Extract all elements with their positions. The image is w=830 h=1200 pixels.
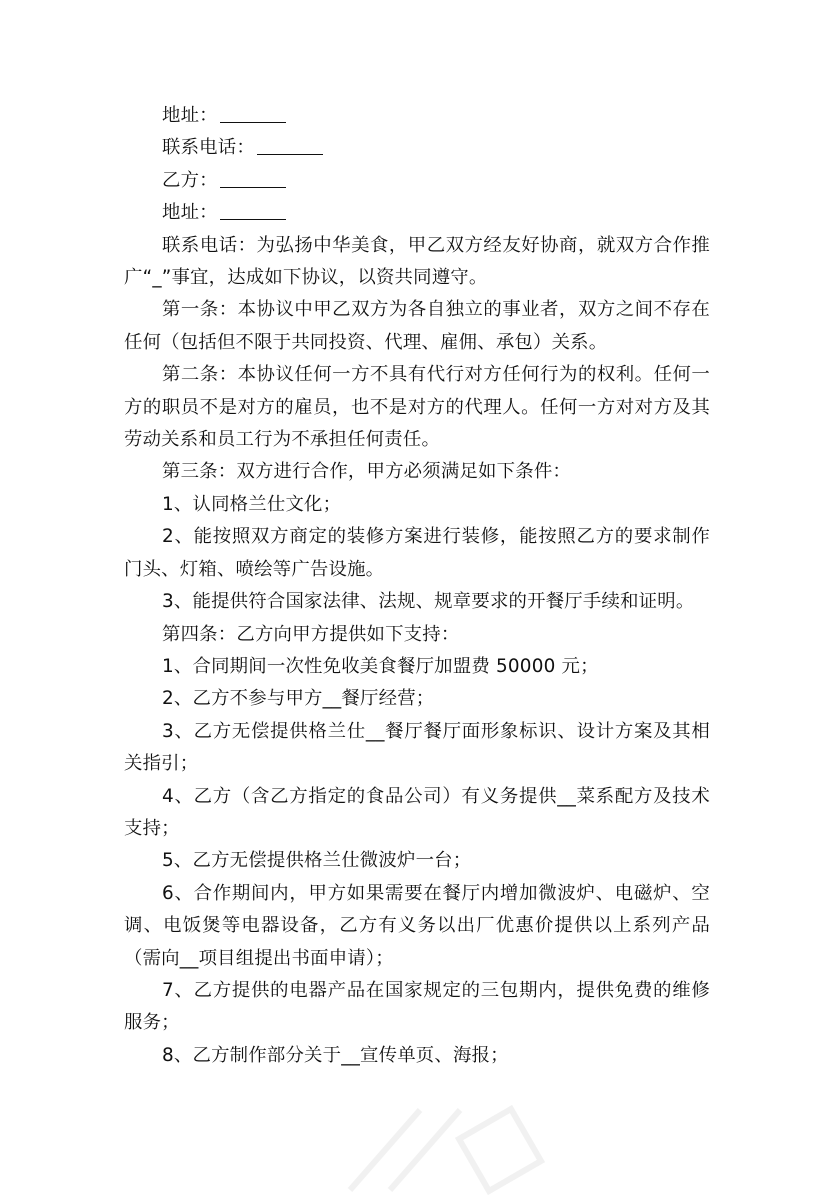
article-4-item-2: 2、乙方不参与甲方__餐厅经营； — [162, 688, 435, 710]
field-label: 地址： — [162, 202, 218, 224]
party-b-field — [124, 165, 710, 197]
article-4-heading: 第四条：乙方向甲方提供如下支持： — [162, 623, 460, 645]
field-label: 联系电话： — [162, 137, 255, 159]
party-a-phone-field — [124, 132, 710, 164]
blank-line — [220, 199, 286, 220]
article-2: 第二条：本协议任何一方不具有代行对方任何行为的权利。任何一方的职员不是对方的雇员，也不是对方的代理人。任何一方对对方及其劳动关系和员工行为不承担任何责任。 — [124, 364, 710, 451]
article-4-item-1: 1、合同期间一次性免收美食餐厅加盟费 50000 元； — [162, 655, 599, 677]
article-3-heading: 第三条：双方进行合作，甲方必须满足如下条件： — [162, 461, 571, 483]
article-3-item-2: 2、能按照双方商定的装修方案进行装修，能按照乙方的要求制作门头、灯箱、喷绘等广告设施。 — [124, 526, 710, 580]
article-4-item-5: 5、乙方无偿提供格兰仕微波炉一台； — [162, 850, 472, 872]
article-3-item-3: 3、能提供符合国家法律、法规、规章要求的开餐厅手续和证明。 — [162, 591, 695, 613]
field-label: 地址： — [162, 105, 218, 126]
blank-line — [257, 134, 323, 155]
blank-line — [220, 102, 286, 123]
article-1: 第一条：本协议中甲乙双方为各自独立的事业者，双方之间不存在任何（包括但不限于共同投资、代理、雇佣、承包）关系。 — [124, 299, 710, 353]
article-4-item-4: 4、乙方（含乙方指定的食品公司）有义务提供__菜系配方及技术支持； — [124, 785, 710, 839]
preamble-paragraph: 联系电话：为弘扬中华美食，甲乙双方经友好协商，就双方合作推广“_”事宜，达成如下协议，以资共同遵守。 — [124, 234, 710, 289]
party-b-address-field — [124, 197, 710, 229]
field-label: 乙方： — [162, 169, 218, 191]
article-4-item-6: 6、合作期间内，甲方如果需要在餐厅内增加微波炉、电磁炉、空调、电饭煲等电器设备，乙方有义务以出厂优惠价提供以上系列产品（需向__项目组提出书面申请）； — [124, 882, 710, 969]
blank-line — [220, 167, 286, 188]
article-4-item-7: 7、乙方提供的电器产品在国家规定的三包期内，提供免费的维修服务； — [124, 979, 710, 1034]
article-3-item-1: 1、认同格兰仕文化； — [162, 493, 342, 515]
document-body — [124, 100, 710, 1072]
party-a-address-field — [124, 100, 710, 132]
article-4-item-8: 8、乙方制作部分关于__宣传单页、海报； — [162, 1044, 509, 1066]
watermark-graphic — [330, 1080, 570, 1200]
article-4-item-3: 3、乙方无偿提供格兰仕__餐厅餐厅面形象标识、设计方案及其相关指引； — [124, 720, 710, 775]
